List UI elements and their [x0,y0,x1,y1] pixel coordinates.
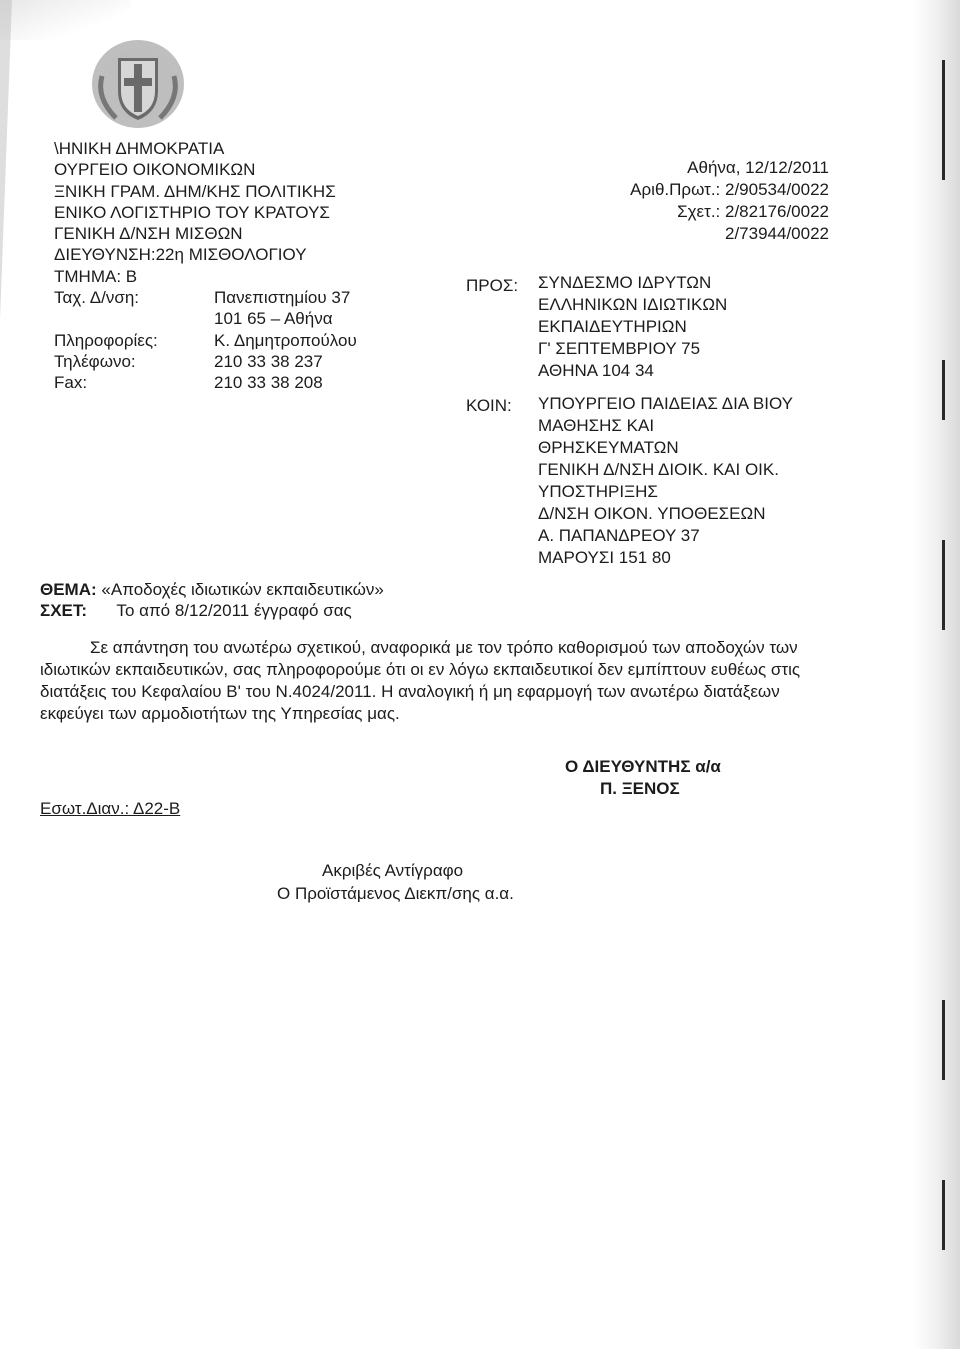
recipient-line: ΕΚΠΑΙΔΕΥΤΗΡΙΩΝ [538,317,687,336]
cc-label: ΚΟΙΝ: [466,396,512,415]
cc-line: ΓΕΝΙΚΗ Δ/ΝΣΗ ΔΙΟΙΚ. ΚΑΙ ΟΙΚ. [538,460,779,479]
recipient-line: ΑΘΗΝΑ 104 34 [538,361,654,380]
recipient-label: ΠΡΟΣ: [466,276,519,295]
contact-label: Ταχ. Δ/νση: [54,288,140,307]
cc-line: ΜΑΡΟΥΣΙ 151 80 [538,548,671,567]
letter-body-line-1: Σε απάντηση του ανωτέρω σχετικού, αναφορικά με τον τρόπο καθορισμού των αποδοχών των [90,638,798,657]
subject-text: «Αποδοχές ιδιωτικών εκπαιδευτικών» [101,580,384,599]
scan-shadow-top [0,0,130,40]
letterhead [54,138,336,287]
document-date: Αθήνα, 12/12/2011 [687,158,829,177]
cc-line: ΥΠΟΣΤΗΡΙΞΗΣ [538,482,658,501]
cc-line: Δ/ΝΣΗ ΟΙΚΟΝ. ΥΠΟΘΕΣΕΩΝ [538,504,766,523]
contact-block [54,287,357,393]
contact-value: 101 65 – Αθήνα [214,309,333,329]
recipient-line: ΣΥΝΔΕΣΜΟ ΙΔΡΥΤΩΝ [538,273,712,292]
cc-line: ΘΡΗΣΚΕΥΜΑΤΩΝ [538,438,679,457]
recipient-line: ΕΛΛΗΝΙΚΩΝ ΙΔΙΩΤΙΚΩΝ [538,295,728,314]
cc-line: ΜΑΘΗΣΗΣ ΚΑΙ [538,416,655,435]
letter-body-line-2: ιδιωτικών εκπαιδευτικών, σας πληροφορούμε ότι οι εν λόγω εκπαιδευτικοί δεν εμπίπτουν ευθέως στις [40,660,801,679]
scan-edge-right [912,0,960,1349]
scan-fold-shadow [0,0,12,320]
subject-ref-text: Το από 8/12/2011 έγγραφό σας [116,601,352,620]
contact-label: Πληροφορίες: [54,330,158,350]
cc-line: Α. ΠΑΠΑΝΔΡΕΟΥ 37 [538,526,700,545]
signature-title: Ο ΔΙΕΥΘΥΝΤΗΣ α/α [565,757,721,776]
letterhead-line: ΔΙΕΥΘΥΝΣΗ:22η ΜΙΣΘΟΛΟΓΙΟΥ [54,245,307,265]
subject-label: ΘΕΜΑ: [40,580,97,599]
recipient-block [538,272,727,382]
contact-value: Κ. Δημητροπούλου [214,330,357,350]
subject-reference [40,601,352,621]
internal-distribution: Εσωτ.Διαν.: Δ22-Β [40,799,181,818]
cc-line: ΥΠΟΥΡΓΕΙΟ ΠΑΙΔΕΙΑΣ ΔΙΑ ΒΙΟΥ [538,394,794,413]
letterhead-line: ΟΥΡΓΕΙΟ ΟΙΚΟΝΟΜΙΚΩΝ [54,160,256,180]
coat-of-arms-emblem [88,36,188,131]
signature-name: Π. ΞΕΝΟΣ [600,779,680,798]
reference-number-2: 2/73944/0022 [725,224,829,243]
certified-copy-signer: Ο Προϊστάμενος Διεκπ/σης α.α. [277,884,514,903]
reference-number: Σχετ.: 2/82176/0022 [677,202,829,221]
document-meta [630,157,829,245]
contact-value: 210 33 38 237 [214,351,323,371]
letter-body-line-3: διατάξεις του Κεφαλαίου Β' του Ν.4024/2011. Η αναλογική ή μη εφαρμογή των ανωτέρω διατάξεων [40,682,780,701]
letterhead-line: ΕΝΙΚΟ ΛΟΓΙΣΤΗΡΙΟ ΤΟΥ ΚΡΑΤΟΥΣ [54,202,330,222]
letterhead-line: \ΗΝΙΚΗ ΔΗΜΟΚΡΑΤΙΑ [54,139,225,158]
letterhead-line: ΞΝΙΚΗ ΓΡΑΜ. ΔΗΜ/ΚΗΣ ΠΟΛΙΤΙΚΗΣ [54,181,336,201]
protocol-number: Αριθ.Πρωτ.: 2/90534/0022 [630,180,829,199]
recipient-line: Γ' ΣΕΠΤΕΜΒΡΙΟΥ 75 [538,339,701,358]
cc-block [538,393,793,569]
contact-label: Fax: [54,373,88,393]
certified-copy-title: Ακριβές Αντίγραφο [322,861,464,880]
letterhead-line: ΤΜΗΜΑ: Β [54,266,138,286]
subject-ref-label: ΣΧΕΤ: [40,601,88,620]
subject-line [40,580,384,600]
contact-value: 210 33 38 208 [214,373,323,393]
contact-value: Πανεπιστημίου 37 [214,288,351,307]
letterhead-line: ΓΕΝΙΚΗ Δ/ΝΣΗ ΜΙΣΘΩΝ [54,224,243,244]
contact-label: Τηλέφωνο: [54,351,136,371]
letter-body-line-4: εκφεύγει των αρμοδιοτήτων της Υπηρεσίας μας. [40,704,400,723]
